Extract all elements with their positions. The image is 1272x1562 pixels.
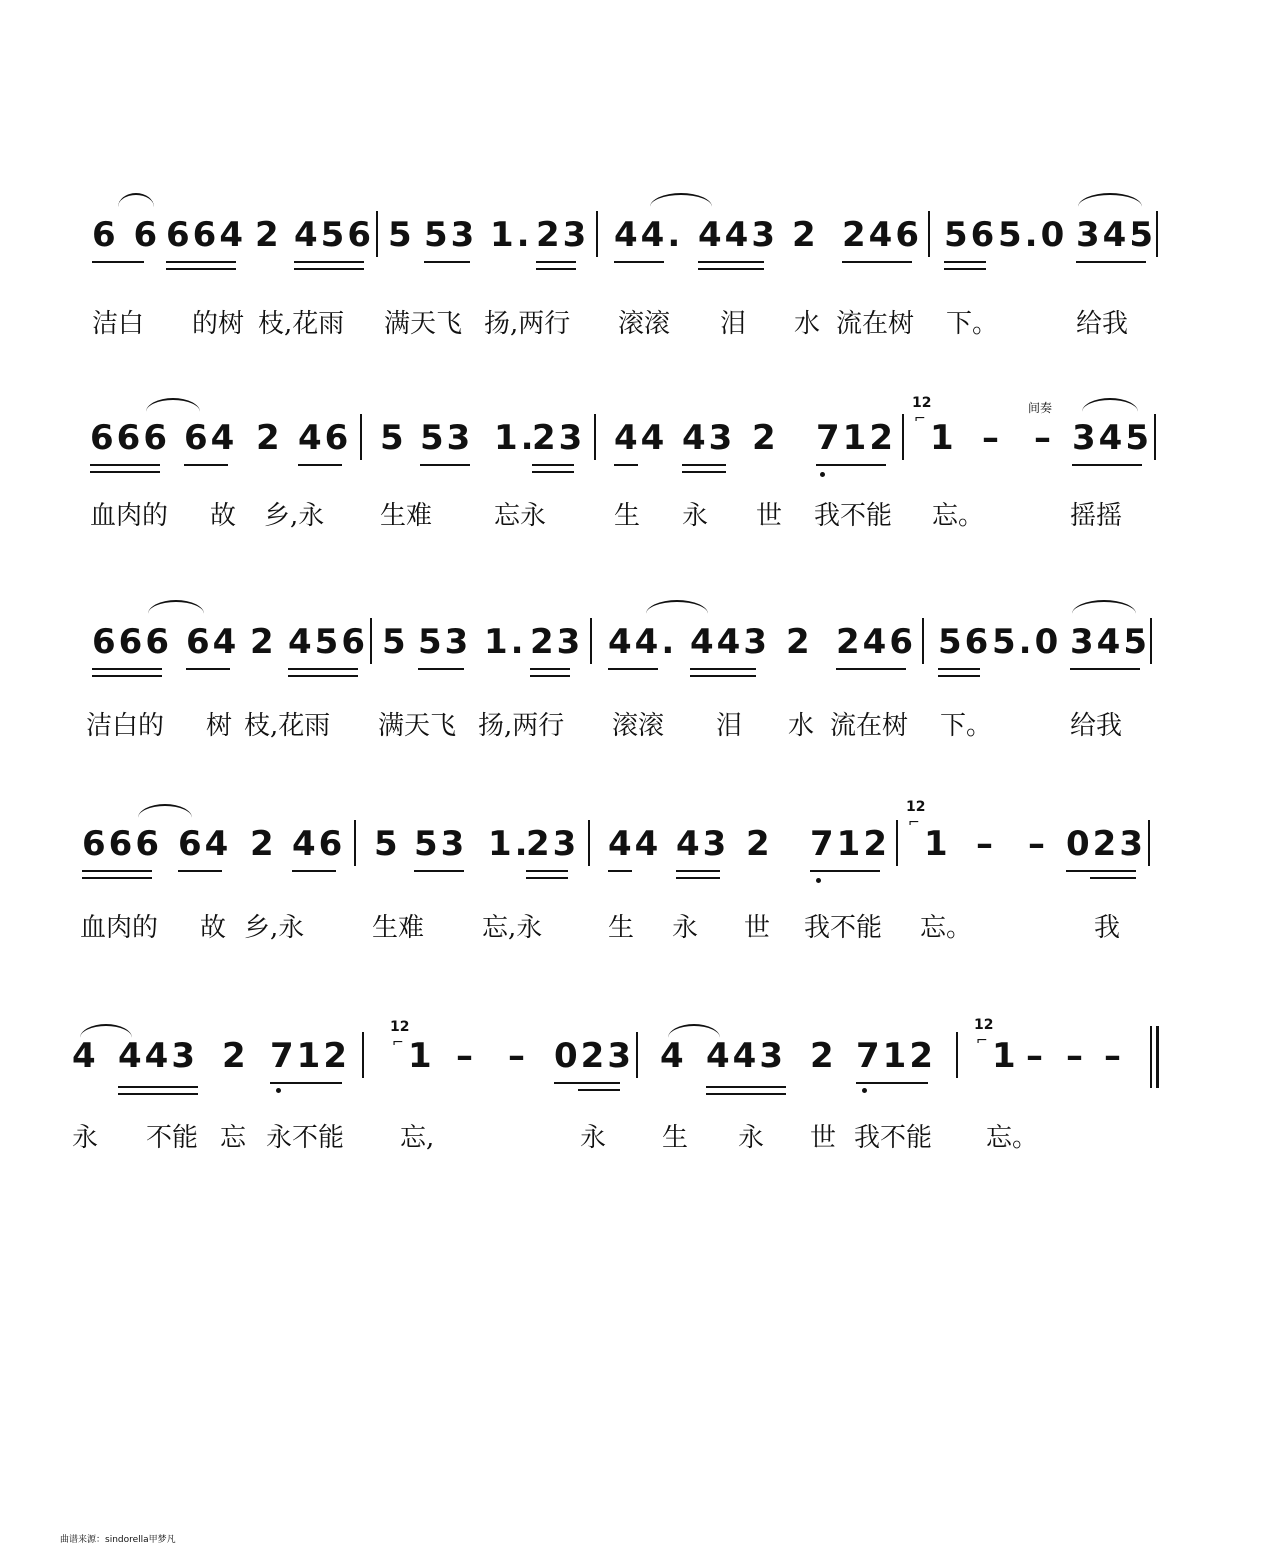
slur [668, 1024, 720, 1038]
bar-line [1148, 820, 1150, 866]
lyric: 扬,两行 [478, 711, 565, 741]
lyric: 生难 [372, 913, 425, 943]
grace-slur: ⌐ [976, 1033, 988, 1049]
lyric: 忘。 [920, 913, 973, 943]
grace-slur: ⌐ [392, 1035, 404, 1051]
lyric: 忘, [400, 1123, 435, 1153]
slur [80, 1024, 132, 1038]
underline [294, 268, 364, 270]
lyric: 的树 [192, 309, 245, 339]
underline [532, 471, 574, 473]
bar-line [636, 1032, 638, 1078]
lyric: 生 [608, 913, 635, 943]
lyric: 忘。 [932, 501, 985, 531]
dash: – [1028, 824, 1048, 864]
low-octave-dot [276, 1088, 281, 1093]
lyric: 忘 [220, 1123, 247, 1153]
bar-line [596, 211, 598, 257]
lyric: 世 [810, 1123, 837, 1153]
note-group: 56 [944, 215, 998, 255]
lyric: 扬,两行 [484, 309, 571, 339]
underline [1072, 464, 1142, 466]
low-octave-dot [816, 878, 821, 883]
underline [270, 1082, 342, 1084]
lyric: 满天飞 [384, 309, 463, 339]
note-group: 56 [938, 622, 992, 662]
lyric: 下。 [946, 309, 999, 339]
slur [138, 804, 192, 818]
lyric: 忘,永 [482, 913, 543, 943]
underline [166, 268, 236, 270]
underline [1066, 870, 1136, 872]
lyric: 枝,花雨 [244, 711, 331, 741]
lyric: 泪 [720, 309, 747, 339]
lyric: 枝,花雨 [258, 309, 345, 339]
note-group: 53 [414, 824, 468, 864]
note-group: 5.0 [992, 622, 1062, 662]
bar-line [1150, 618, 1152, 664]
note-group: 64 [184, 418, 238, 458]
lyric: 我不能 [814, 501, 893, 531]
note-group: 2 [792, 215, 819, 255]
underline [294, 261, 364, 263]
lyric: 滚滚 [618, 309, 671, 339]
note-group: 23 [532, 418, 586, 458]
lyric-line-1 [0, 308, 1272, 348]
dash: – [976, 824, 996, 864]
underline [608, 870, 632, 872]
lyric: 水 [794, 309, 821, 339]
final-double-bar [1150, 1026, 1160, 1088]
underline [1070, 668, 1140, 670]
note-group: 44 [614, 418, 668, 458]
note-group: 5 [388, 215, 415, 255]
note-group: 2 [752, 418, 779, 458]
underline [420, 464, 470, 466]
lyric: 乡,永 [244, 913, 305, 943]
underline [1090, 877, 1136, 879]
lyric: 忘。 [986, 1123, 1039, 1153]
note-group: 23 [536, 215, 590, 255]
note-group: 46 [292, 824, 346, 864]
lyric: 洁白的 [86, 711, 165, 741]
staff-line-2 [0, 395, 1272, 498]
grace-note: 12 [390, 1019, 410, 1035]
underline [816, 464, 886, 466]
note-group: 1. [490, 215, 533, 255]
note-group: 246 [836, 622, 916, 662]
note-group: 443 [690, 622, 770, 662]
note-group: 246 [842, 215, 922, 255]
note-group: 666 [92, 622, 172, 662]
underline [690, 668, 756, 670]
note-group: 2 [256, 418, 283, 458]
source-credit: 曲谱来源：sindorella甲梦凡 [60, 1535, 176, 1545]
note-group: 44. [614, 215, 684, 255]
lyric: 生 [662, 1123, 689, 1153]
lyric: 下。 [940, 711, 993, 741]
note-group: 666 [82, 824, 162, 864]
lyric: 给我 [1070, 711, 1123, 741]
note-group: 1 [408, 1036, 435, 1076]
note-group: 666 [90, 418, 170, 458]
underline [944, 268, 986, 270]
lyric: 永 [738, 1123, 765, 1153]
bar-line [956, 1032, 958, 1078]
interlude-mark: 间奏 [1028, 401, 1053, 415]
underline [836, 668, 906, 670]
lyric-line-2 [0, 500, 1272, 540]
bar-line [594, 414, 596, 460]
note-group: 023 [554, 1036, 634, 1076]
note-group: 712 [270, 1036, 350, 1076]
underline [682, 471, 726, 473]
underline [90, 464, 160, 466]
lyric: 满天飞 [378, 711, 457, 741]
underline [184, 464, 228, 466]
lyric: 水 [788, 711, 815, 741]
lyric: 永不能 [266, 1123, 345, 1153]
note-group: 1. [484, 622, 527, 662]
note-group: 5.0 [998, 215, 1068, 255]
lyric-line-5 [0, 1122, 1272, 1162]
underline [682, 464, 726, 466]
note-group: 2 [250, 824, 277, 864]
low-octave-dot [820, 472, 825, 477]
underline [526, 877, 568, 879]
slur [1072, 600, 1136, 614]
note-group: 44. [608, 622, 678, 662]
lyric: 我不能 [804, 913, 883, 943]
grace-note: 12 [906, 799, 926, 815]
bar-line [588, 820, 590, 866]
note-group: 53 [418, 622, 472, 662]
note-group: 023 [1066, 824, 1146, 864]
grace-slur: ⌐ [914, 411, 926, 427]
underline [418, 668, 464, 670]
underline [938, 668, 980, 670]
underline [938, 675, 980, 677]
note-group: 1 [992, 1036, 1019, 1076]
underline [706, 1086, 786, 1088]
slur [650, 193, 712, 207]
note-group: 2 [222, 1036, 249, 1076]
dash: – [1026, 1036, 1046, 1076]
underline [532, 464, 574, 466]
underline [842, 261, 912, 263]
underline [706, 1093, 786, 1095]
underline [424, 261, 470, 263]
underline [608, 668, 658, 670]
slur [118, 193, 154, 207]
dash: – [508, 1036, 528, 1076]
underline [82, 870, 152, 872]
underline [288, 668, 358, 670]
underline [298, 464, 342, 466]
lyric: 我不能 [854, 1123, 933, 1153]
lyric: 故 [200, 913, 227, 943]
staff-line-4 [0, 799, 1272, 904]
note-group: 46 [298, 418, 352, 458]
note-group: 1. [494, 418, 537, 458]
underline [186, 668, 230, 670]
dash: – [1066, 1036, 1086, 1076]
note-group: 1. [488, 824, 531, 864]
lyric: 永 [682, 501, 709, 531]
bar-line [896, 820, 898, 866]
lyric: 流在树 [836, 309, 915, 339]
note-group: 456 [294, 215, 374, 255]
underline [676, 877, 720, 879]
note-group: 712 [856, 1036, 936, 1076]
underline [810, 870, 880, 872]
note-group: 4 [72, 1036, 99, 1076]
note-group: 456 [288, 622, 368, 662]
bar-line [362, 1032, 364, 1078]
note-group: 443 [118, 1036, 198, 1076]
bar-line [928, 211, 930, 257]
lyric: 滚滚 [612, 711, 665, 741]
slur [148, 600, 204, 614]
note-group: 345 [1072, 418, 1152, 458]
underline [698, 268, 764, 270]
lyric: 泪 [716, 711, 743, 741]
underline [90, 471, 160, 473]
note-group: 345 [1070, 622, 1150, 662]
underline [536, 261, 576, 263]
lyric: 血肉的 [80, 913, 159, 943]
lyric: 流在树 [830, 711, 909, 741]
note-group: 5 [382, 622, 409, 662]
underline [166, 261, 236, 263]
underline [944, 261, 986, 263]
staff-line-1 [0, 215, 1272, 295]
lyric: 永 [580, 1123, 607, 1153]
underline [676, 870, 720, 872]
underline [118, 1093, 198, 1095]
lyric: 血肉的 [90, 501, 169, 531]
bar-line [370, 618, 372, 664]
underline [614, 464, 638, 466]
underline [292, 870, 336, 872]
slur [146, 398, 200, 412]
note-group: 44 [608, 824, 662, 864]
lyric: 生 [614, 501, 641, 531]
underline [92, 261, 144, 263]
lyric-line-4 [0, 912, 1272, 952]
note-group: 43 [682, 418, 736, 458]
bar-line [360, 414, 362, 460]
underline [526, 870, 568, 872]
bar-line [590, 618, 592, 664]
lyric: 摇摇 [1070, 501, 1123, 531]
lyric-line-3 [0, 710, 1272, 750]
underline [92, 675, 162, 677]
grace-note: 12 [912, 395, 932, 411]
dash: – [1034, 418, 1054, 458]
note-group: 443 [706, 1036, 786, 1076]
underline [1076, 261, 1146, 263]
lyric: 永 [72, 1123, 99, 1153]
bar-line [354, 820, 356, 866]
lyric: 生难 [380, 501, 433, 531]
bar-line [1154, 414, 1156, 460]
underline [414, 870, 464, 872]
lyric: 树 [206, 711, 233, 741]
underline [578, 1089, 620, 1091]
lyric: 乡,永 [264, 501, 325, 531]
staff-line-5 [0, 1017, 1272, 1116]
note-group: 2 [810, 1036, 837, 1076]
underline [690, 675, 756, 677]
underline [554, 1082, 620, 1084]
note-group: 443 [698, 215, 778, 255]
underline [614, 261, 664, 263]
note-group: 2 [786, 622, 813, 662]
note-group: 1 [930, 418, 957, 458]
note-group: 664 [166, 215, 246, 255]
staff-line-3 [0, 622, 1272, 702]
grace-slur: ⌐ [908, 815, 920, 831]
underline [82, 877, 152, 879]
underline [856, 1082, 928, 1084]
note-group: 2 [746, 824, 773, 864]
underline [118, 1086, 198, 1088]
bar-line [1156, 211, 1158, 257]
note-group: 6 6 [92, 215, 161, 255]
slur [646, 600, 708, 614]
underline [530, 668, 570, 670]
lyric: 故 [210, 501, 237, 531]
lyric: 永 [672, 913, 699, 943]
note-group: 4 [660, 1036, 687, 1076]
lyric: 不能 [146, 1123, 199, 1153]
slur [1082, 398, 1138, 412]
note-group: 345 [1076, 215, 1156, 255]
lyric: 给我 [1076, 309, 1129, 339]
bar-line [902, 414, 904, 460]
underline [698, 261, 764, 263]
dash: – [982, 418, 1002, 458]
lyric: 世 [756, 501, 783, 531]
lyric: 忘永 [494, 501, 547, 531]
underline [178, 870, 222, 872]
note-group: 5 [374, 824, 401, 864]
note-group: 712 [816, 418, 896, 458]
note-group: 53 [424, 215, 478, 255]
underline [92, 668, 162, 670]
underline [530, 675, 570, 677]
note-group: 712 [810, 824, 890, 864]
underline [536, 268, 576, 270]
note-group: 23 [530, 622, 584, 662]
note-group: 2 [255, 215, 282, 255]
note-group: 5 [380, 418, 407, 458]
grace-note: 12 [974, 1017, 994, 1033]
lyric: 我 [1094, 913, 1121, 943]
lyric: 洁白 [92, 309, 145, 339]
underline [288, 675, 358, 677]
note-group: 43 [676, 824, 730, 864]
note-group: 53 [420, 418, 474, 458]
note-group: 1 [924, 824, 951, 864]
low-octave-dot [862, 1088, 867, 1093]
bar-line [922, 618, 924, 664]
lyric: 世 [744, 913, 771, 943]
bar-line [376, 211, 378, 257]
note-group: 23 [526, 824, 580, 864]
note-group: 64 [178, 824, 232, 864]
dash: – [456, 1036, 476, 1076]
dash: – [1104, 1036, 1124, 1076]
slur [1078, 193, 1142, 207]
note-group: 2 [250, 622, 277, 662]
note-group: 64 [186, 622, 240, 662]
